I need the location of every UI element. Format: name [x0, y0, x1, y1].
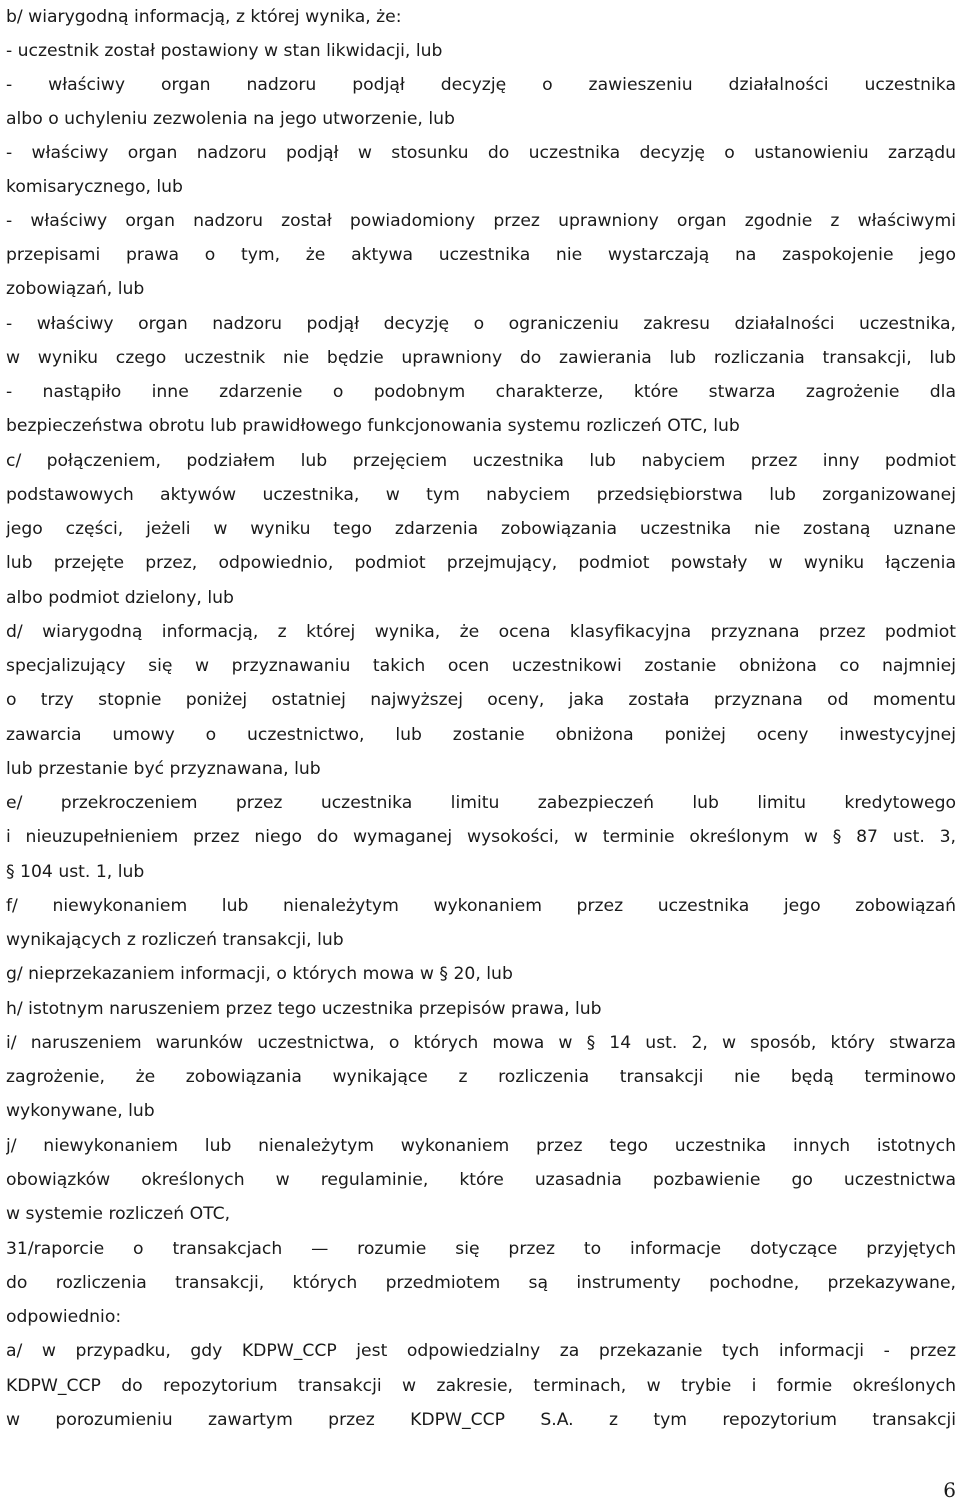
- text-line: - właściwy organ nadzoru podjął w stosunku do uczestnika decyzję o ustanowieniu zarządu: [6, 143, 956, 163]
- text-line: j/ niewykonaniem lub nienależytym wykonaniem przez tego uczestnika innych istotnych: [6, 1136, 956, 1156]
- page-number: 6: [943, 1478, 956, 1502]
- text-line: albo podmiot dzielony, lub: [6, 588, 234, 608]
- text-line: § 104 ust. 1, lub: [6, 862, 145, 882]
- text-line: podstawowych aktywów uczestnika, w tym nabyciem przedsiębiorstwa lub zorganizowanej: [6, 485, 956, 505]
- text-line: KDPW_CCP do repozytorium transakcji w zakresie, terminach, w trybie i formie określonych: [6, 1376, 956, 1396]
- text-line: lub przejęte przez, odpowiednio, podmiot przejmujący, podmiot powstały w wyniku łączenia: [6, 553, 956, 573]
- text-line: odpowiednio:: [6, 1307, 122, 1327]
- text-line: c/ połączeniem, podziałem lub przejęciem uczestnika lub nabyciem przez inny podmiot: [6, 451, 956, 471]
- text-line: a/ w przypadku, gdy KDPW_CCP jest odpowiedzialny za przekazanie tych informacji - przez: [6, 1341, 956, 1361]
- text-line: f/ niewykonaniem lub nienależytym wykonaniem przez uczestnika jego zobowiązań: [6, 896, 956, 916]
- text-line: przepisami prawa o tym, że aktywa uczestnika nie wystarczają na zaspokojenie jego: [6, 245, 956, 265]
- text-line: zawarcia umowy o uczestnictwo, lub zostanie obniżona poniżej oceny inwestycyjnej: [6, 725, 956, 745]
- text-line: h/ istotnym naruszeniem przez tego uczestnika przepisów prawa, lub: [6, 999, 602, 1019]
- text-line: zagrożenie, że zobowiązania wynikające z rozliczenia transakcji nie będą terminowo: [6, 1067, 956, 1087]
- text-line: komisarycznego, lub: [6, 177, 183, 197]
- text-line: do rozliczenia transakcji, których przedmiotem są instrumenty pochodne, przekazywane,: [6, 1273, 956, 1293]
- text-line: wykonywane, lub: [6, 1101, 155, 1121]
- text-line: b/ wiarygodną informacją, z której wynika, że:: [6, 7, 402, 27]
- text-line: bezpieczeństwa obrotu lub prawidłowego funkcjonowania systemu rozliczeń OTC, lub: [6, 416, 740, 436]
- text-line: wynikających z rozliczeń transakcji, lub: [6, 930, 344, 950]
- text-line: d/ wiarygodną informacją, z której wynika, że ocena klasyfikacyjna przyznana przez podmiot: [6, 622, 956, 642]
- text-line: g/ nieprzekazaniem informacji, o których mowa w § 20, lub: [6, 964, 513, 984]
- text-line: e/ przekroczeniem przez uczestnika limitu zabezpieczeń lub limitu kredytowego: [6, 793, 956, 813]
- text-line: 31/raporcie o transakcjach — rozumie się przez to informacje dotyczące przyjętych: [6, 1239, 956, 1259]
- text-line: i/ naruszeniem warunków uczestnictwa, o których mowa w § 14 ust. 2, w sposób, który stwarza: [6, 1033, 956, 1053]
- text-line: - nastąpiło inne zdarzenie o podobnym charakterze, które stwarza zagrożenie dla: [6, 382, 956, 402]
- text-line: w systemie rozliczeń OTC,: [6, 1204, 231, 1224]
- text-line: jego części, jeżeli w wyniku tego zdarzenia zobowiązania uczestnika nie zostaną uznane: [6, 519, 956, 539]
- text-line: w porozumieniu zawartym przez KDPW_CCP S.A. z tym repozytorium transakcji: [6, 1410, 956, 1430]
- text-line: - właściwy organ nadzoru podjął decyzję o ograniczeniu zakresu działalności uczestnika,: [6, 314, 956, 334]
- text-line: zobowiązań, lub: [6, 279, 145, 299]
- text-line: albo o uchyleniu zezwolenia na jego utworzenie, lub: [6, 109, 455, 129]
- text-line: i nieuzupełnieniem przez niego do wymaganej wysokości, w terminie określonym w § 87 ust. 3,: [6, 827, 956, 847]
- text-line: obowiązków określonych w regulaminie, które uzasadnia pozbawienie go uczestnictwa: [6, 1170, 956, 1190]
- text-line: lub przestanie być przyznawana, lub: [6, 759, 321, 779]
- text-line: o trzy stopnie poniżej ostatniej najwyższej oceny, jaka została przyznana od momentu: [6, 690, 956, 710]
- text-line: w wyniku czego uczestnik nie będzie uprawniony do zawierania lub rozliczania transakcji, lub: [6, 348, 956, 368]
- text-line: specjalizujący się w przyznawaniu takich ocen uczestnikowi zostanie obniżona co najmniej: [6, 656, 956, 676]
- text-line: - właściwy organ nadzoru został powiadomiony przez uprawniony organ zgodnie z właściwymi: [6, 211, 956, 231]
- text-line: - właściwy organ nadzoru podjął decyzję o zawieszeniu działalności uczestnika: [6, 75, 956, 95]
- text-line: - uczestnik został postawiony w stan likwidacji, lub: [6, 41, 443, 61]
